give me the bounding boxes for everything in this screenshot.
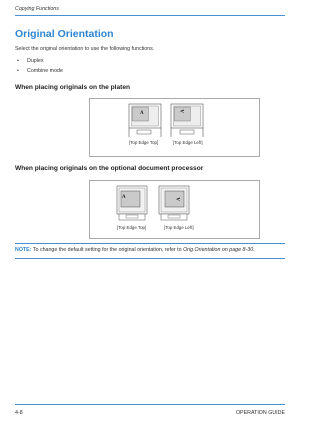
page-number: 4-8 bbox=[15, 410, 23, 416]
platen-illustration bbox=[90, 99, 259, 156]
processor-figure bbox=[89, 180, 260, 239]
intro-text: Select the original orientation to use the following functions. bbox=[15, 46, 155, 52]
bullet-label: Duplex bbox=[27, 58, 44, 64]
scanner-top-edge-top-icon bbox=[129, 104, 161, 137]
processor-heading: When placing originals on the optional document processor bbox=[15, 165, 204, 172]
svg-text:A: A bbox=[140, 111, 144, 116]
processor-top-edge-left-icon bbox=[159, 186, 189, 220]
svg-text:A: A bbox=[177, 197, 182, 201]
guide-name: OPERATION GUIDE bbox=[235, 410, 285, 416]
caption-top-edge-left: [Top Edge Left] bbox=[164, 225, 194, 230]
note-text: To change the default setting for the original orientation, refer to bbox=[32, 247, 184, 253]
footer-rule bbox=[15, 404, 285, 405]
svg-text:A: A bbox=[122, 195, 126, 200]
note-rule-top bbox=[15, 243, 285, 244]
svg-text:A: A bbox=[181, 109, 186, 113]
running-header: Copying Functions bbox=[15, 6, 59, 12]
note-reference: Orig.Orientation on page 8-30 bbox=[183, 247, 254, 253]
caption-top-edge-top: [Top Edge Top] bbox=[129, 140, 159, 145]
note-label: NOTE: bbox=[15, 247, 32, 253]
header-rule bbox=[15, 15, 285, 16]
note-rule-bottom bbox=[15, 258, 285, 259]
bullet-item: • Combine mode bbox=[17, 68, 63, 74]
caption-top-edge-left: [Top Edge Left] bbox=[173, 140, 203, 145]
section-title: Original Orientation bbox=[15, 28, 114, 40]
bullet-item: • Duplex bbox=[17, 58, 44, 64]
scanner-top-edge-left-icon bbox=[171, 104, 203, 137]
bullet-label: Combine mode bbox=[27, 68, 63, 74]
platen-heading: When placing originals on the platen bbox=[15, 84, 131, 91]
note-end: . bbox=[253, 247, 255, 253]
processor-top-edge-top-icon bbox=[117, 186, 147, 220]
note bbox=[15, 247, 255, 253]
platen-figure bbox=[89, 98, 260, 157]
caption-top-edge-top: [Top Edge Top] bbox=[117, 225, 147, 230]
